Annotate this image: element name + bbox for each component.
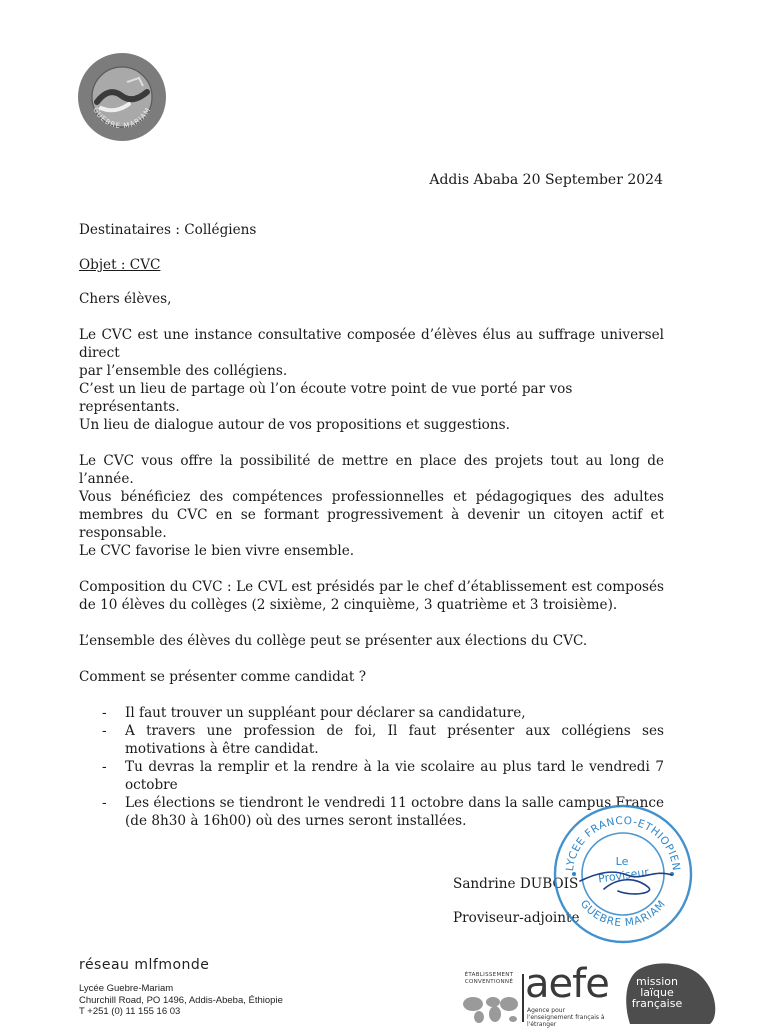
signature-scribble [580,872,672,894]
greeting-line: Chers élèves, [79,291,172,307]
stamp-ring-bottom: GUEBRE MARIAM [577,897,669,930]
letter-date: Addis Ababa 20 September 2024 [429,172,663,188]
paragraph-line: C’est un lieu de partage où l’on écoute votre point de vue porté par vos représentants. [79,381,573,415]
signatory-name: Sandrine DUBOIS [453,876,579,892]
aefe-logo-text: aefe [525,961,609,1007]
list-item-text: A travers une profession de foi, Il faut présenter aux collégiens ses motivations à être candidat. [125,723,664,757]
address-line: Lycée Guebre-Mariam [79,983,174,994]
signatory-title: Proviseur-adjointe [453,910,580,926]
aefe-subtitle: Agence pour l'enseignement français à l'étranger [527,1007,605,1028]
recipients-line: Destinataires : Collégiens [79,222,257,238]
paragraph-line: Un lieu de dialogue autour de vos propositions et suggestions. [79,417,510,433]
logo-ring-text: GUEBRE MARIAM [91,106,153,131]
world-map-icon [459,990,519,1024]
mission-laique-text: mission laïque française [631,975,683,1010]
bullet-dash: - [102,723,107,739]
bullet-dash: - [102,705,107,721]
bullet-dash: - [102,795,107,811]
network-brand: réseau mlfmonde [79,957,210,973]
paragraph-definition [79,326,664,434]
paragraph-composition: Composition du CVC : Le CVL est présidés par le chef d’établissement est composés de 10 élèves du collèges (2 sixième, 2 cinquième, 3 quatrième et 3 troisième). [79,579,664,613]
paragraph-eligibility: L’ensemble des élèves du collège peut se présenter aux élections du CVC. [79,633,588,649]
bullet-dash: - [102,759,107,775]
paragraph-line: Le CVC vous offre la possibilité de mettre en place des projets tout au long de l’année. [79,453,664,487]
list-item [79,704,664,722]
paragraph-projects [79,452,664,560]
paragraph-line: Le CVC favorise le bien vivre ensemble. [79,543,355,559]
list-item-text: Il faut trouver un suppléant pour déclarer sa candidature, [125,705,526,721]
address-line: Churchill Road, PO 1496, Addis-Abeba, Éthiopie [79,994,283,1006]
list-item [79,758,664,794]
stamp-center-line2: Proviseur [597,865,650,886]
paragraph-line: Vous bénéficiez des compétences professionnelles et pédagogiques des adultes membres du CVC en se formant progressivement à devenir un citoyen actif et responsable. [79,489,664,541]
letter-body [79,221,664,830]
paragraph-line: Le CVC est une instance consultative composée d’élèves élus au suffrage universel direct [79,327,664,361]
list-item [79,722,664,758]
school-address [79,983,283,1018]
list-item-text: Tu devras la remplir et la rendre à la vie scolaire au plus tard le vendredi 7 octobre [125,759,664,793]
paragraph-how-to: Comment se présenter comme candidat ? [79,669,366,685]
conventionne-label: ÉTABLISSEMENT CONVENTIONNÉ [464,972,514,985]
paragraph-line: par l’ensemble des collégiens. [79,363,288,379]
stamp-ring-top: LYCEE FRANCO-ETHIOPIEN [564,814,683,872]
address-line: T +251 (0) 11 155 16 03 [79,1006,181,1017]
stamp-center-line1: Le [615,855,629,868]
subject-line: Objet : CVC [79,257,161,273]
list-item-text: Les élections se tiendront le vendredi 11 octobre dans la salle campus France (de 8h30 à 16h00) où des urnes seront installées. [125,795,664,829]
school-seal-logo [77,52,167,142]
official-stamp [552,803,694,945]
